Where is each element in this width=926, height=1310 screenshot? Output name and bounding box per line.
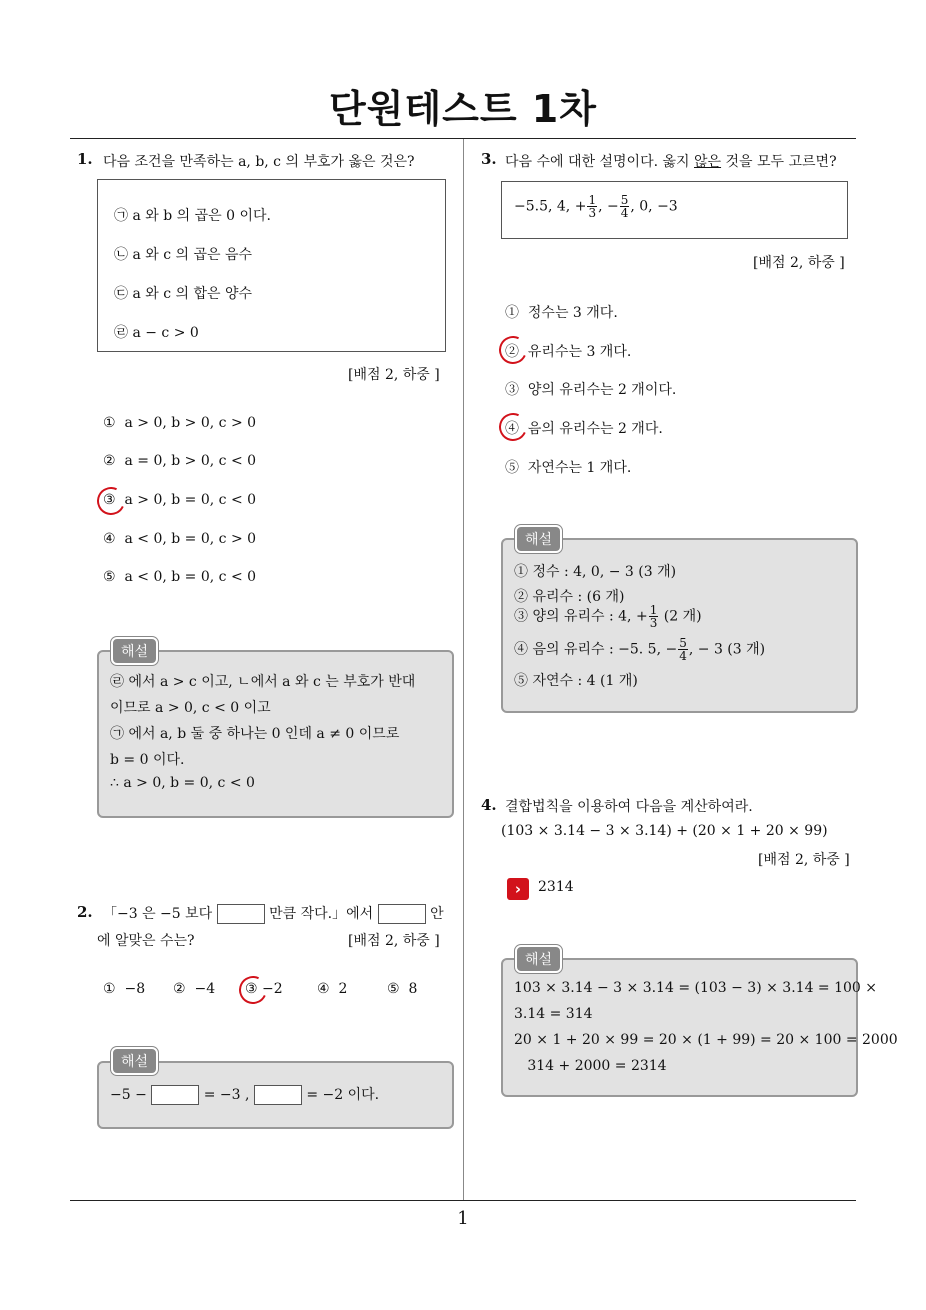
q3-answer-mark (495, 332, 531, 368)
q2-answer-mark (235, 972, 271, 1008)
q2-option-1[interactable]: ① −8 (103, 981, 146, 997)
q3-option-3[interactable]: ③ 양의 유리수는 2 개이다. (505, 382, 677, 398)
q2-blank (217, 904, 265, 924)
q1-number: 1. (77, 150, 93, 168)
page-number: 1 (457, 1208, 469, 1229)
q3-answer-mark (495, 409, 531, 445)
q1-score: [배점 2, 하중 ] (348, 367, 440, 383)
q4-expression: (103 × 3.14 − 3 × 3.14) + (20 × 1 + 20 × 99) (501, 823, 828, 839)
q2-solution-line: −5 − = −3 , = −2 이다. (110, 1087, 380, 1103)
q1-condition: ㉢ a 와 c 의 합은 양수 (114, 286, 253, 302)
q1-solution-line: ㉠ 에서 a, b 둘 중 하나는 0 인데 a ≠ 0 이므로 (110, 726, 400, 742)
q3-solution-line: ③ 양의 유리수 : 4, + $\frac{1}{3}$ (2 개) (514, 603, 702, 630)
q2-score: [배점 2, 하중 ] (348, 933, 440, 949)
q3-option-5[interactable]: ⑤ 자연수는 1 개다. (505, 460, 632, 476)
q4-solution-line: 20 × 1 + 20 × 99 = 20 × (1 + 99) = 20 × 100 = 2000 (514, 1032, 898, 1048)
q1-solution-line: b = 0 이다. (110, 752, 185, 768)
q1-option-4[interactable]: ④ a < 0, b = 0, c > 0 (103, 531, 257, 547)
q2-solution-tag: 해설 (111, 1047, 158, 1075)
q1-option-2[interactable]: ② a = 0, b > 0, c < 0 (103, 453, 257, 469)
q3-text: 다음 수에 대한 설명이다. 옳지 않은 것을 모두 고르면? (505, 154, 837, 170)
q3-solution-line: ④ 음의 유리수 : −5. 5, − $\frac{5}{4}$ , − 3 (3 개) (514, 636, 766, 663)
q3-solution-tag: 해설 (515, 525, 562, 553)
q1-condition: ㉣ a − c > 0 (114, 325, 199, 341)
q3-solution-line: ① 정수 : 4, 0, − 3 (3 개) (514, 564, 677, 580)
q2-number: 2. (77, 903, 93, 921)
q2-solution-blank (151, 1085, 199, 1105)
chevron-right-icon: › (507, 878, 529, 900)
q4-text: 결합법칙을 이용하여 다음을 계산하여라. (505, 799, 753, 815)
q3-solution-line: ② 유리수 : (6 개) (514, 589, 625, 605)
q1-condition: ㉠ a 와 b 의 곱은 0 이다. (114, 208, 271, 224)
q4-solution-line: 314 + 2000 = 2314 (514, 1058, 667, 1074)
q3-score: [배점 2, 하중 ] (753, 255, 845, 271)
q4-solution-tag: 해설 (515, 945, 562, 973)
q1-condition: ㉡ a 와 c 의 곱은 음수 (114, 247, 253, 263)
q2-option-5[interactable]: ⑤ 8 (387, 981, 418, 997)
q2-solution-blank (254, 1085, 302, 1105)
column-divider (463, 139, 464, 1201)
q1-option-1[interactable]: ① a > 0, b > 0, c > 0 (103, 415, 257, 431)
q1-solution-line: ㉣ 에서 a > c 이고, ㄴ에서 a 와 c 는 부호가 반대 (110, 674, 416, 690)
q1-solution-line: 이므로 a > 0, c < 0 이고 (110, 700, 271, 716)
q2-option-2[interactable]: ② −4 (173, 981, 216, 997)
q3-number: 3. (481, 150, 497, 168)
q2-option-3[interactable]: ③ −2 (245, 981, 283, 997)
footer-divider (70, 1200, 856, 1201)
q1-solution-line: ∴ a > 0, b = 0, c < 0 (110, 775, 255, 791)
page-title: 단원테스트 1차 (329, 87, 597, 131)
q1-solution-tag: 해설 (111, 637, 158, 665)
q4-answer: 2314 (538, 879, 574, 895)
q3-option-4[interactable]: ④ 음의 유리수는 2 개다. (505, 421, 663, 437)
q4-score: [배점 2, 하중 ] (758, 852, 850, 868)
q1-text: 다음 조건을 만족하는 a, b, c 의 부호가 옳은 것은? (103, 154, 415, 170)
q2-text: 「−3 은 −5 보다 만큼 작다.」에서 안 (103, 906, 444, 922)
q2-option-4[interactable]: ④ 2 (317, 981, 348, 997)
q2-text-cont: 에 알맞은 수는? (97, 933, 195, 949)
q3-numbers: −5.5, 4, + $\frac{1}{3}$ , − $\frac{5}{4}$ , 0, −3 (514, 193, 678, 220)
q2-blank (378, 904, 426, 924)
q3-option-2[interactable]: ② 유리수는 3 개다. (505, 344, 632, 360)
q3-solution-line: ⑤ 자연수 : 4 (1 개) (514, 673, 638, 689)
q1-answer-mark (93, 483, 129, 519)
q1-option-3[interactable]: ③ a > 0, b = 0, c < 0 (103, 492, 257, 508)
q4-number: 4. (481, 796, 497, 814)
q1-option-5[interactable]: ⑤ a < 0, b = 0, c < 0 (103, 569, 257, 585)
q4-solution-box (501, 958, 858, 1097)
q3-option-1[interactable]: ① 정수는 3 개다. (505, 305, 618, 321)
q4-solution-line: 3.14 = 314 (514, 1006, 593, 1022)
q4-solution-line: 103 × 3.14 − 3 × 3.14 = (103 − 3) × 3.14 = 100 × (514, 980, 878, 996)
